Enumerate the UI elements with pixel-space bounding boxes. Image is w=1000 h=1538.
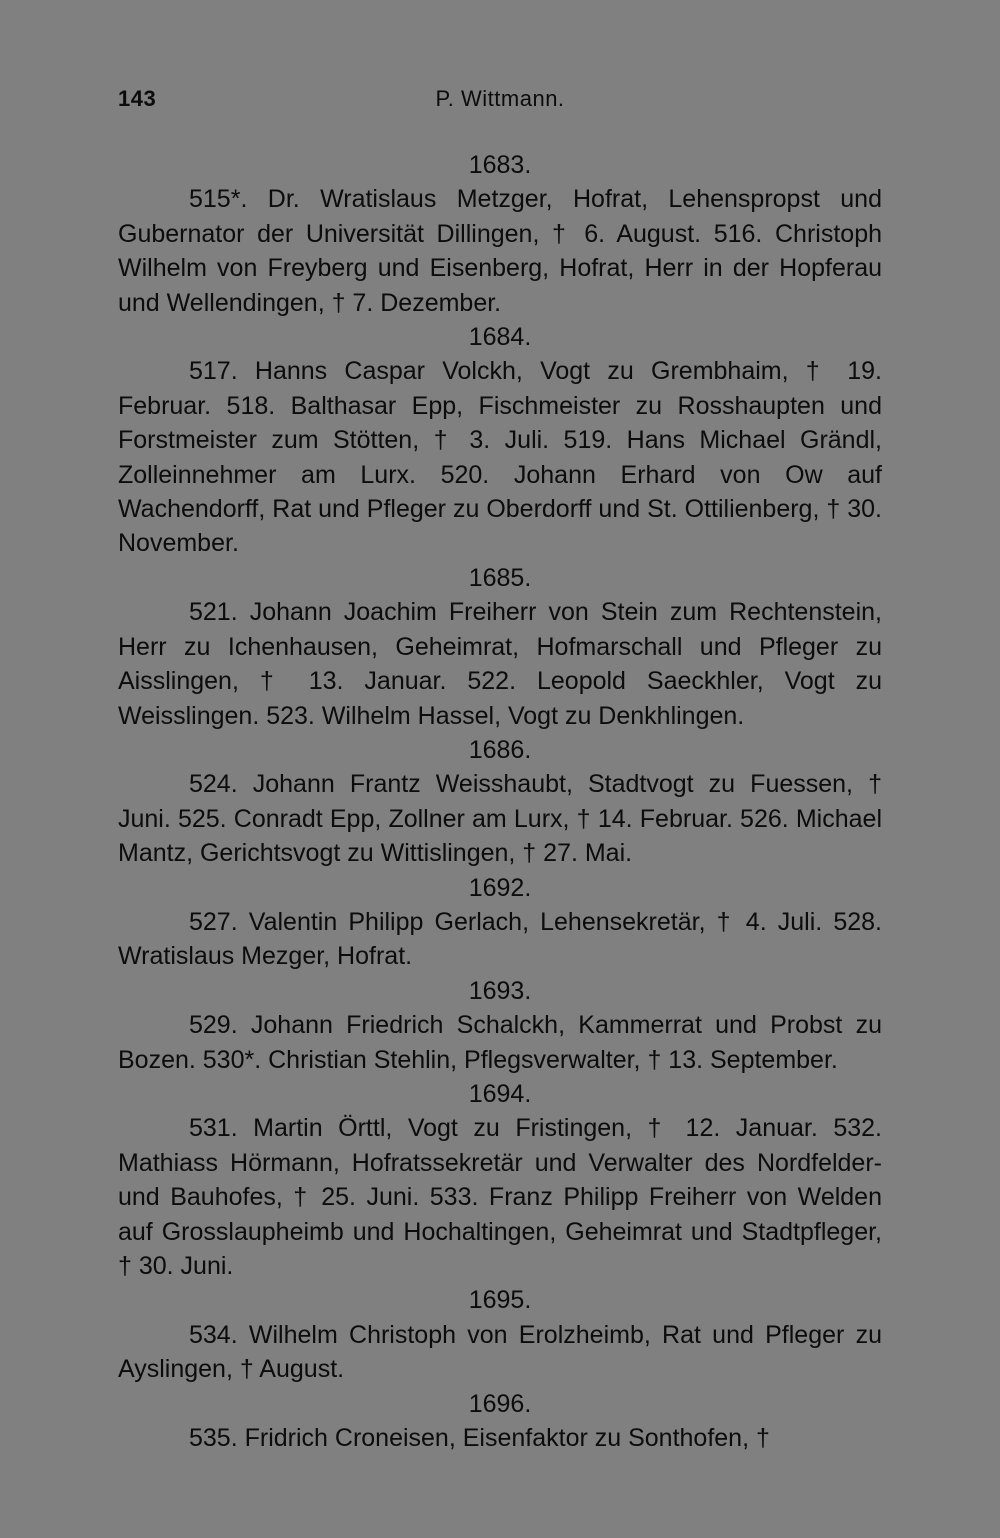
page-number: 143 — [118, 86, 157, 111]
year-heading: 1696. — [468, 1389, 532, 1418]
year-section — [118, 320, 882, 561]
year-section — [118, 871, 882, 974]
entry-paragraph: 521. Johann Joachim Freiherr von Stein zum Rechtenstein, Herr zu Ichenhausen, Geheimrat, Hofmarschall und Pfleger zu Aisslingen, † 13. Januar. 522. Leopold Saeckhler, Vogt zu Weisslingen. 523. Wilhelm Hassel, Vogt zu Denkhlingen. — [118, 598, 882, 730]
entry-paragraph: 535. Fridrich Croneisen, Eisenfaktor zu Sonthofen, † — [189, 1424, 770, 1453]
entry-paragraph: 517. Hanns Caspar Volckh, Vogt zu Grembhaim, † 19. Februar. 518. Balthasar Epp, Fischmeister zu Rosshaupten und Forstmeister zum Stötten, † 3. Juli. 519. Hans Michael Grändl, Zolleinnehmer am Lurx. 520. Johann Erhard von Ow auf Wachendorff, Rat und Pfleger zu Oberdorff und St. Ottilienberg, † 30. November. — [118, 357, 882, 558]
year-section — [118, 1283, 882, 1386]
running-title: P. Wittmann. — [435, 86, 565, 111]
year-section — [118, 561, 882, 733]
year-heading: 1683. — [468, 151, 532, 179]
entry-paragraph: 527. Valentin Philipp Gerlach, Lehensekretär, † 4. Juli. 528. Wratislaus Mezger, Hofrat. — [118, 907, 882, 971]
year-heading: 1692. — [468, 873, 532, 902]
page-header — [118, 86, 882, 122]
entry-paragraph: 531. Martin Örttl, Vogt zu Fristingen, † 12. Januar. 532. Mathiass Hörmann, Hofratssekretär und Verwalter des Nordfelder- und Bauhofes, † 25. Juni. 533. Franz Philipp Freiherr von Welden auf Grosslaupheimb und Hochaltingen, Geheimrat und Stadtpfleger, † 30. Juni. — [118, 1114, 882, 1280]
year-section — [118, 1387, 882, 1456]
year-section — [118, 974, 882, 1077]
year-section — [118, 148, 882, 320]
year-heading: 1695. — [468, 1286, 532, 1315]
text-column — [118, 148, 882, 1455]
year-section — [118, 1077, 882, 1283]
year-section — [118, 733, 882, 871]
entry-paragraph: 529. Johann Friedrich Schalckh, Kammerrat und Probst zu Bozen. 530*. Christian Stehlin, Pflegsverwalter, † 13. September. — [118, 1011, 882, 1074]
year-heading: 1685. — [468, 563, 532, 592]
entry-paragraph: 524. Johann Frantz Weisshaubt, Stadtvogt zu Fuessen, † Juni. 525. Conradt Epp, Zollner am Lurx, † 14. Februar. 526. Michael Mantz, Gerichtsvogt zu Wittislingen, † 27. Mai. — [118, 770, 882, 868]
year-heading: 1694. — [468, 1079, 532, 1108]
year-heading: 1693. — [468, 976, 532, 1005]
entry-paragraph: 534. Wilhelm Christoph von Erolzheimb, Rat und Pfleger zu Ayslingen, † August. — [118, 1320, 882, 1384]
year-heading: 1686. — [468, 735, 532, 764]
year-heading: 1684. — [468, 323, 532, 352]
entry-paragraph: 515*. Dr. Wratislaus Metzger, Hofrat, Lehenspropst und Gubernator der Universität Dillingen, † 6. August. 516. Christoph Wilhelm von Freyberg und Eisenberg, Hofrat, Herr in der Hopferau und Wellendingen, † 7. Dezember. — [118, 185, 882, 317]
